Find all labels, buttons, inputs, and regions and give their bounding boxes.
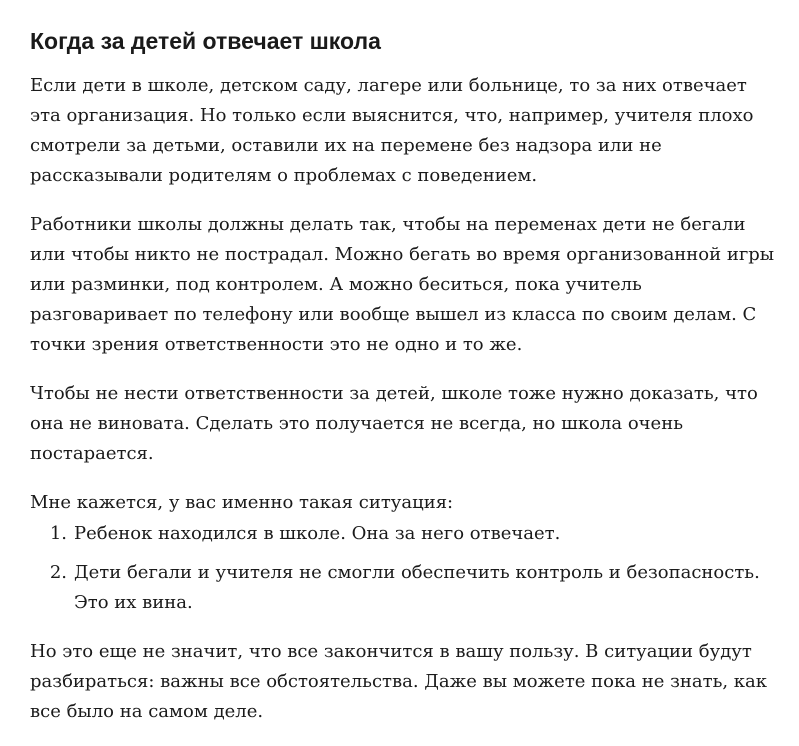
situation-list (30, 519, 775, 618)
list-item (30, 519, 775, 549)
list-item-number: 1. (49, 523, 67, 544)
paragraph-situation-intro: Мне кажется, у вас именно такая ситуация: (30, 492, 454, 513)
list-item (30, 558, 775, 618)
paragraph-closing: Но это еще не значит, что все закончится в вашу пользу. В ситуации будут разбираться: важны все обстоятельства. Даже вы можете пока не знать, как все было на самом деле. (30, 641, 768, 722)
article (30, 26, 775, 746)
list-item-number: 2. (49, 562, 67, 583)
paragraph-proving-innocence: Чтобы не нести ответственности за детей, школе тоже нужно доказать, что она не виновата. Сделать это получается не всегда, но школа очень постарается. (30, 383, 758, 464)
list-item-text: Ребенок находился в школе. Она за него отвечает. (74, 523, 561, 544)
paragraph-responsibility: Если дети в школе, детском саду, лагере или больнице, то за них отвечает эта организация. Но только если выяснится, что, например, учителя плохо смотрели за детьми, оставили их на перемене без надзора или не рассказывали родителям о проблемах с поведением. (30, 75, 754, 186)
paragraph-staff-duties: Работники школы должны делать так, чтобы на переменах дети не бегали или чтобы никто не пострадал. Можно бегать во время организованной игры или разминки, под контролем. А можно беситься, пока учитель разговаривает по телефону или вообще вышел из класса по своим делам. С точки зрения ответственности это не одно и то же. (30, 214, 775, 355)
list-item-text: Дети бегали и учителя не смогли обеспечить контроль и безопасность. Это их вина. (74, 562, 760, 613)
article-heading: Когда за детей отвечает школа (30, 28, 381, 54)
